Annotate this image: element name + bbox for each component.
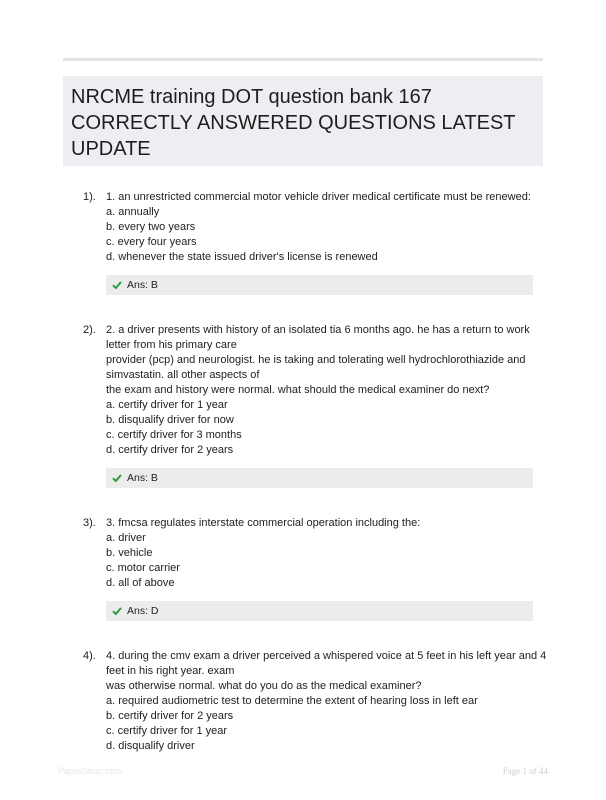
question-line: feet in his right year. exam bbox=[106, 665, 235, 677]
answer-text: Ans: D bbox=[127, 605, 159, 617]
question-line: 1. an unrestricted commercial motor vehicle driver medical certificate must be renewed: bbox=[106, 191, 531, 203]
question-number: 4). bbox=[83, 650, 96, 662]
question-number: 1). bbox=[83, 191, 96, 203]
option-line: d. certify driver for 2 years bbox=[106, 444, 234, 456]
question-list bbox=[63, 190, 547, 754]
watermark-text: PaperSbuc.com bbox=[58, 766, 123, 776]
page-footer bbox=[0, 766, 606, 780]
option-line: d. disqualify driver bbox=[106, 740, 195, 752]
question-text bbox=[106, 516, 543, 591]
question-text bbox=[106, 190, 543, 265]
option-line: a. driver bbox=[106, 532, 146, 544]
option-line: c. every four years bbox=[106, 236, 197, 248]
question-line: 2. a driver presents with history of an isolated tia 6 months ago. he has a return to work bbox=[106, 324, 530, 336]
option-line: d. whenever the state issued driver's license is renewed bbox=[106, 251, 378, 263]
answer-text: Ans: B bbox=[127, 279, 158, 291]
option-line: b. every two years bbox=[106, 221, 196, 233]
option-line: d. all of above bbox=[106, 577, 175, 589]
answer-text: Ans: B bbox=[127, 472, 158, 484]
title-line: NRCME training DOT question bank 167 bbox=[71, 86, 432, 108]
answer-box bbox=[106, 275, 533, 295]
question-number: 3). bbox=[83, 517, 96, 529]
question-item bbox=[63, 323, 543, 488]
option-line: c. certify driver for 1 year bbox=[106, 725, 228, 737]
question-line: was otherwise normal. what do you do as the medical examiner? bbox=[106, 680, 422, 692]
question-item bbox=[63, 190, 543, 295]
option-line: b. disqualify driver for now bbox=[106, 414, 234, 426]
title-banner bbox=[63, 76, 543, 166]
option-line: a. annually bbox=[106, 206, 160, 218]
option-line: c. certify driver for 3 months bbox=[106, 429, 242, 441]
page-number: Page 1 of 44 bbox=[502, 766, 548, 776]
top-divider bbox=[63, 58, 543, 61]
question-text bbox=[106, 323, 543, 458]
option-line: a. required audiometric test to determine the extent of hearing loss in left ear bbox=[106, 695, 478, 707]
answer-box bbox=[106, 601, 533, 621]
answer-box bbox=[106, 468, 533, 488]
question-number: 2). bbox=[83, 324, 96, 336]
option-line: a. certify driver for 1 year bbox=[106, 399, 228, 411]
question-line: the exam and history were normal. what should the medical examiner do next? bbox=[106, 384, 490, 396]
checkmark-icon bbox=[112, 474, 122, 482]
question-item bbox=[63, 649, 547, 754]
title-line: CORRECTLY ANSWERED QUESTIONS LATEST bbox=[71, 112, 516, 134]
document-title bbox=[71, 84, 533, 162]
question-line: 3. fmcsa regulates interstate commercial operation including the: bbox=[106, 517, 421, 529]
checkmark-icon bbox=[112, 607, 122, 615]
question-line: provider (pcp) and neurologist. he is taking and tolerating well hydrochlorothiazide and bbox=[106, 354, 526, 366]
checkmark-icon bbox=[112, 281, 122, 289]
question-item bbox=[63, 516, 543, 621]
option-line: c. motor carrier bbox=[106, 562, 180, 574]
question-text bbox=[106, 649, 547, 754]
option-line: b. certify driver for 2 years bbox=[106, 710, 234, 722]
question-line: letter from his primary care bbox=[106, 339, 237, 351]
question-line: simvastatin. all other aspects of bbox=[106, 369, 260, 381]
option-line: b. vehicle bbox=[106, 547, 153, 559]
title-line: UPDATE bbox=[71, 138, 151, 160]
question-line: 4. during the cmv exam a driver perceived a whispered voice at 5 feet in his left year and 4 bbox=[106, 650, 547, 662]
